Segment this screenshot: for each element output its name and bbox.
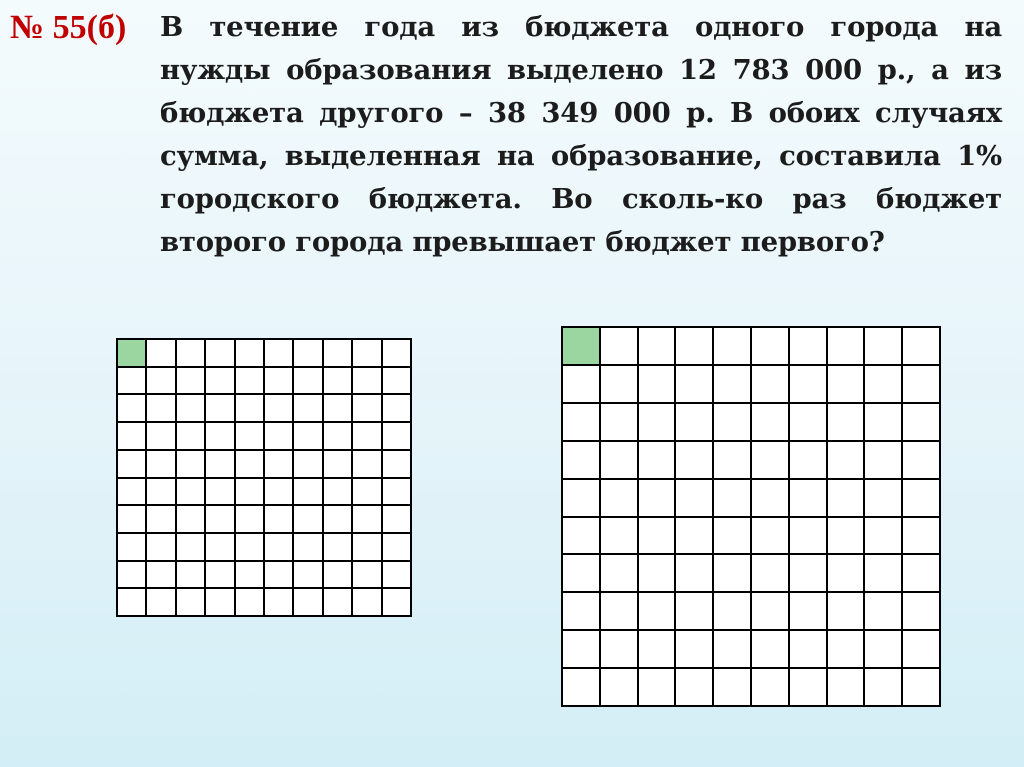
grid-cell — [828, 366, 864, 402]
grid-cell — [865, 328, 901, 364]
grid-cell — [147, 423, 174, 449]
grid-cell — [790, 480, 826, 516]
grid-cell — [147, 506, 174, 532]
grid-cell — [383, 395, 410, 421]
grid-cell — [353, 479, 380, 505]
grid-cell — [714, 480, 750, 516]
grid-cell — [294, 589, 321, 615]
grid-cell — [903, 366, 939, 402]
grid-cell — [714, 442, 750, 478]
grid-cell — [790, 518, 826, 554]
grid-cell — [828, 631, 864, 667]
grid-cell — [601, 404, 637, 440]
grid-cell — [294, 368, 321, 394]
grid-cell — [639, 518, 675, 554]
grid-cell — [265, 451, 292, 477]
grid-cell — [324, 479, 351, 505]
grid-cell — [828, 555, 864, 591]
grid-cell — [236, 451, 263, 477]
grid-cell — [790, 669, 826, 705]
grid-cell — [236, 340, 263, 366]
grid-cell — [383, 451, 410, 477]
grid-cell — [353, 423, 380, 449]
grid-cell — [752, 593, 788, 629]
grid-cell — [714, 631, 750, 667]
grid-cell — [676, 480, 712, 516]
grid-cell — [324, 423, 351, 449]
grid-cell — [714, 518, 750, 554]
grid-cell — [177, 562, 204, 588]
grid-cell — [177, 423, 204, 449]
grid-cell — [601, 518, 637, 554]
hundred-grid-large — [561, 326, 941, 707]
grid-cell — [865, 366, 901, 402]
grid-cell — [206, 562, 233, 588]
grid-cell — [828, 518, 864, 554]
grid-cell — [265, 506, 292, 532]
grid-cell — [147, 534, 174, 560]
grid-cell — [206, 534, 233, 560]
grid-cell — [265, 423, 292, 449]
grid-cell — [206, 479, 233, 505]
grid-cell — [563, 366, 599, 402]
task-number: № 55(б) — [10, 9, 127, 46]
grid-cell — [639, 555, 675, 591]
grid-cell — [118, 479, 145, 505]
grid-cell — [903, 669, 939, 705]
grid-cell — [353, 562, 380, 588]
grid-cell — [294, 534, 321, 560]
grid-cell — [353, 395, 380, 421]
grid-cell — [206, 423, 233, 449]
grid-cell — [903, 593, 939, 629]
grid-cell — [118, 395, 145, 421]
grid-cell — [177, 506, 204, 532]
grid-cell — [265, 479, 292, 505]
hundred-grid-small — [116, 338, 412, 617]
grid-cell — [118, 506, 145, 532]
grid-cell-filled — [118, 340, 145, 366]
grid-cell — [828, 480, 864, 516]
grid-cell — [790, 404, 826, 440]
grid-cell — [865, 480, 901, 516]
grid-cell — [865, 404, 901, 440]
grid-cell — [353, 340, 380, 366]
grid-cell — [118, 534, 145, 560]
grid-cell — [206, 589, 233, 615]
grid-cell — [383, 562, 410, 588]
grid-cell — [294, 395, 321, 421]
grid-cell — [752, 442, 788, 478]
grid-cell — [236, 368, 263, 394]
grid-cell — [563, 518, 599, 554]
grid-cell — [353, 368, 380, 394]
grid-cell — [828, 328, 864, 364]
grid-cell — [236, 395, 263, 421]
grid-cell — [714, 404, 750, 440]
grid-cell — [177, 479, 204, 505]
grid-cell — [563, 555, 599, 591]
grid-cell — [563, 480, 599, 516]
grid-cell — [865, 555, 901, 591]
grid-cell — [601, 480, 637, 516]
grid-cell — [294, 506, 321, 532]
grid-cell — [676, 631, 712, 667]
grid-cell — [353, 534, 380, 560]
grid-cell — [601, 328, 637, 364]
grid-cell — [865, 593, 901, 629]
grid-cell — [601, 631, 637, 667]
grid-cell — [865, 518, 901, 554]
grid-cell — [353, 451, 380, 477]
grid-cell — [563, 442, 599, 478]
grid-cell — [147, 479, 174, 505]
grid-cell — [383, 506, 410, 532]
grid-cell — [177, 395, 204, 421]
grid-cell — [865, 442, 901, 478]
grid-cell — [752, 366, 788, 402]
grid-cell — [752, 404, 788, 440]
grid-cell — [601, 366, 637, 402]
grid-cell — [563, 631, 599, 667]
grid-cell — [383, 479, 410, 505]
grid-cell — [639, 366, 675, 402]
grid-cell — [828, 442, 864, 478]
grid-cell — [147, 562, 174, 588]
grid-cell — [324, 395, 351, 421]
grid-cell — [383, 368, 410, 394]
grid-cell — [828, 669, 864, 705]
grid-cell — [147, 589, 174, 615]
grid-cell — [903, 518, 939, 554]
grid-cell — [790, 328, 826, 364]
grid-cell — [177, 368, 204, 394]
grid-cell — [324, 589, 351, 615]
grid-cell — [324, 534, 351, 560]
grid-cell — [714, 555, 750, 591]
grid-cell-filled — [563, 328, 599, 364]
grid-cell — [147, 340, 174, 366]
grid-cell — [752, 518, 788, 554]
grid-cell — [903, 631, 939, 667]
grid-cell — [639, 669, 675, 705]
grid-cell — [294, 340, 321, 366]
grid-cell — [714, 366, 750, 402]
grid-cell — [601, 555, 637, 591]
grid-cell — [118, 423, 145, 449]
grid-cell — [236, 534, 263, 560]
grid-cell — [118, 562, 145, 588]
grid-cell — [353, 506, 380, 532]
grid-cell — [294, 479, 321, 505]
grid-cell — [676, 328, 712, 364]
grid-cell — [714, 593, 750, 629]
grid-cell — [903, 328, 939, 364]
grid-cell — [177, 589, 204, 615]
grid-cell — [236, 423, 263, 449]
grid-cell — [903, 480, 939, 516]
grid-cell — [206, 395, 233, 421]
grid-cell — [676, 669, 712, 705]
grid-cell — [714, 669, 750, 705]
grid-cell — [177, 340, 204, 366]
grid-cell — [790, 631, 826, 667]
grid-cell — [676, 366, 712, 402]
grid-cell — [903, 442, 939, 478]
problem-text: В течение года из бюджета одного города на нужды образования выделено 12 783 000 р., а из бюджета другого – 38 349 000 р. В обоих случаях сумма, выделенная на образование, составила 1% городского бюджета. Во сколь-ко раз бюджет второго города превышает бюджет первого? — [160, 11, 1002, 258]
grid-cell — [563, 593, 599, 629]
grid-cell — [639, 593, 675, 629]
grid-cell — [790, 442, 826, 478]
grid-cell — [790, 593, 826, 629]
grid-cell — [206, 451, 233, 477]
grid-cell — [865, 631, 901, 667]
grid-cell — [206, 368, 233, 394]
grid-cell — [206, 506, 233, 532]
grid-cell — [265, 395, 292, 421]
grid-cell — [236, 479, 263, 505]
grid-cell — [639, 480, 675, 516]
grid-cell — [236, 562, 263, 588]
grid-cell — [676, 518, 712, 554]
grid-cell — [236, 506, 263, 532]
grid-cell — [265, 562, 292, 588]
grid-cell — [676, 555, 712, 591]
grid-cell — [714, 328, 750, 364]
grid-cell — [601, 442, 637, 478]
grid-cell — [752, 631, 788, 667]
grid-cell — [324, 340, 351, 366]
grid-cell — [294, 562, 321, 588]
grid-cell — [790, 555, 826, 591]
grid-cell — [639, 631, 675, 667]
grid-cell — [383, 340, 410, 366]
grid-cell — [865, 669, 901, 705]
grid-cell — [265, 340, 292, 366]
grid-cell — [265, 534, 292, 560]
grid-cell — [639, 328, 675, 364]
grid-cell — [294, 451, 321, 477]
grid-cell — [752, 480, 788, 516]
grid-cell — [324, 562, 351, 588]
grid-cell — [639, 404, 675, 440]
grid-cell — [752, 328, 788, 364]
grid-cell — [324, 506, 351, 532]
grid-cell — [676, 404, 712, 440]
grid-cell — [903, 555, 939, 591]
grid-cell — [236, 589, 263, 615]
grid-cell — [353, 589, 380, 615]
grid-cell — [676, 593, 712, 629]
grid-cell — [118, 451, 145, 477]
grid-cell — [147, 395, 174, 421]
grid-cell — [383, 589, 410, 615]
grid-cell — [828, 404, 864, 440]
grid-cell — [147, 451, 174, 477]
grid-cell — [324, 451, 351, 477]
grid-cell — [383, 423, 410, 449]
grid-cell — [265, 589, 292, 615]
grid-cell — [265, 368, 292, 394]
grid-cell — [118, 589, 145, 615]
grid-cell — [752, 669, 788, 705]
grid-cell — [118, 368, 145, 394]
grid-cell — [676, 442, 712, 478]
grid-cell — [177, 451, 204, 477]
grid-cell — [563, 404, 599, 440]
grid-cell — [563, 669, 599, 705]
grid-cell — [828, 593, 864, 629]
grid-cell — [601, 669, 637, 705]
grid-cell — [177, 534, 204, 560]
grid-cell — [601, 593, 637, 629]
grid-cell — [383, 534, 410, 560]
grid-cell — [903, 404, 939, 440]
grid-cell — [324, 368, 351, 394]
grid-cell — [639, 442, 675, 478]
grid-cell — [752, 555, 788, 591]
grid-cell — [206, 340, 233, 366]
grid-cell — [294, 423, 321, 449]
grid-cell — [790, 366, 826, 402]
grid-cell — [147, 368, 174, 394]
